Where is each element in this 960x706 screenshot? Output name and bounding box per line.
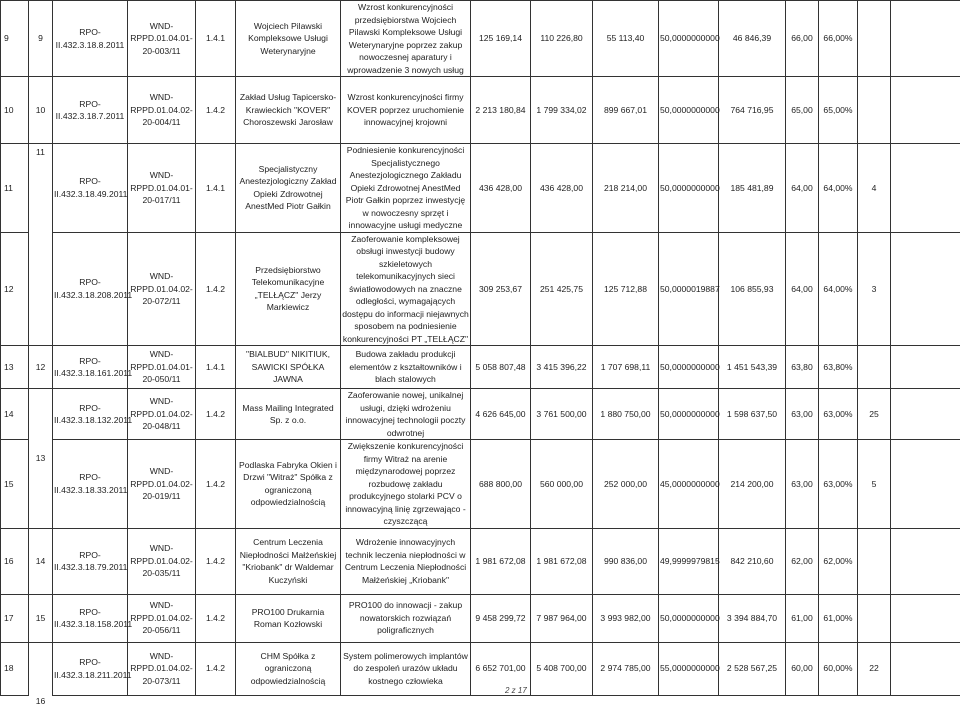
rpo-number: RPO-II.432.3.18.33.2011 [53, 440, 128, 529]
wnd-number: WND-RPPD.01.04.02-20-019/11 [128, 440, 196, 529]
measure: 1.4.2 [196, 642, 236, 695]
group-number-text: 16 [36, 696, 46, 706]
jobs-created: 22 [858, 642, 891, 695]
table-row [1, 346, 960, 389]
note [891, 440, 960, 529]
total-value: 125 169,14 [471, 1, 531, 77]
grant-percent: 50,0000000000 [659, 1, 719, 77]
project-title: Zaoferowanie nowej, unikalnej usługi, dzięki wdrożeniu innowacyjnej technologii poczty odwrotnej [341, 389, 471, 440]
wnd-number: WND-RPPD.01.04.02-20-072/11 [128, 232, 196, 346]
score: 61,00 [786, 594, 819, 642]
total-value: 6 652 701,00 [471, 642, 531, 695]
group-number [29, 594, 53, 642]
jobs-created [858, 1, 891, 77]
efrr-amount: 764 716,95 [719, 77, 786, 144]
score: 66,00 [786, 1, 819, 77]
score-percent: 61,00% [819, 594, 858, 642]
score-percent: 62,00% [819, 528, 858, 594]
jobs-created: 4 [858, 144, 891, 233]
measure: 1.4.1 [196, 144, 236, 233]
project-title: Zwiększenie konkurencyjności firmy Witraż na arenie międzynarodowej poprzez rozbudowę zakładu produkcyjnego stolarki PCV o innowacyjną linię zgrzewająco - czyszczącą [341, 440, 471, 529]
score-percent: 64,00% [819, 144, 858, 233]
table-row [1, 440, 960, 529]
eligible-costs: 1 981 672,08 [531, 528, 593, 594]
grant-percent: 50,0000000000 [659, 144, 719, 233]
score: 63,80 [786, 346, 819, 389]
table-row [1, 389, 960, 440]
note [891, 1, 960, 77]
project-title: Zaoferowanie kompleksowej obsługi inwestycji budowy szkieletowych telekomunikacyjnych sieci światłowodowych na znaczne odległości, wymagających dostępu do informacji niejawnych sposobem na podniesienie konkurencyjności PT „TELŁĄCZ" [341, 232, 471, 346]
project-title: Wzrost konkurencyjności firmy KOVER poprzez uruchomienie innowacyjnej krojowni [341, 77, 471, 144]
group-number-text: 13 [36, 453, 46, 463]
efrr-amount: 1 451 543,39 [719, 346, 786, 389]
wnd-number: WND-RPPD.01.04.02-20-073/11 [128, 642, 196, 695]
jobs-created [858, 346, 891, 389]
grant-percent: 50,0000000000 [659, 389, 719, 440]
score-percent: 66,00% [819, 1, 858, 77]
note [891, 389, 960, 440]
applicant-name: Specjalistyczny Anestezjologiczny Zakład Opieki Zdrowotnej AnestMed Piotr Gałkin [236, 144, 341, 233]
eligible-costs: 251 425,75 [531, 232, 593, 346]
score-percent: 60,00% [819, 642, 858, 695]
note [891, 346, 960, 389]
table-row [1, 1, 960, 77]
grant-amount: 1 707 698,11 [593, 346, 659, 389]
rpo-number: RPO-II.432.3.18.158.2011 [53, 594, 128, 642]
page-number: 2 z 17 [505, 686, 527, 695]
grant-amount: 2 974 785,00 [593, 642, 659, 695]
group-number [29, 389, 53, 529]
table-row [1, 642, 960, 695]
grant-amount: 55 113,40 [593, 1, 659, 77]
jobs-created: 3 [858, 232, 891, 346]
wnd-number: WND-RPPD.01.04.02-20-035/11 [128, 528, 196, 594]
efrr-amount: 2 528 567,25 [719, 642, 786, 695]
grant-percent: 50,0000019887 [659, 232, 719, 346]
jobs-created: 5 [858, 440, 891, 529]
applicant-name: Przedsiębiorstwo Telekomunikacyjne „TELŁĄCZ" Jerzy Markiewicz [236, 232, 341, 346]
score-percent: 63,00% [819, 389, 858, 440]
group-number [29, 144, 53, 346]
group-number-text: 11 [36, 147, 45, 157]
group-number [29, 346, 53, 389]
row-number: 10 [1, 77, 29, 144]
total-value: 1 981 672,08 [471, 528, 531, 594]
group-number [29, 528, 53, 594]
row-number: 13 [1, 346, 29, 389]
note [891, 594, 960, 642]
eligible-costs: 560 000,00 [531, 440, 593, 529]
total-value: 9 458 299,72 [471, 594, 531, 642]
total-value: 436 428,00 [471, 144, 531, 233]
rpo-number: RPO-II.432.3.18.161.2011 [53, 346, 128, 389]
grant-percent: 50,0000000000 [659, 77, 719, 144]
project-title: PRO100 do innowacji - zakup nowatorskich rozwiązań poligraficznych [341, 594, 471, 642]
total-value: 309 253,67 [471, 232, 531, 346]
table-row [1, 594, 960, 642]
applicant-name: Centrum Leczenia Niepłodności Małżeńskiej "Kriobank" dr Waldemar Kuczyński [236, 528, 341, 594]
grant-amount: 252 000,00 [593, 440, 659, 529]
efrr-amount: 214 200,00 [719, 440, 786, 529]
score: 63,00 [786, 440, 819, 529]
rpo-number: RPO-II.432.3.18.132.2011 [53, 389, 128, 440]
group-number-text: 15 [36, 613, 46, 623]
row-number: 14 [1, 389, 29, 440]
group-number [29, 77, 53, 144]
row-number: 9 [1, 1, 29, 77]
wnd-number: WND-RPPD.01.04.02-20-048/11 [128, 389, 196, 440]
efrr-amount: 3 394 884,70 [719, 594, 786, 642]
rpo-number: RPO-II.432.3.18.8.2011 [53, 1, 128, 77]
project-title: Wzrost konkurencyjności przedsiębiorstwa Wojciech Pilawski Kompleksowe Usługi Weterynaryjne poprzez zakup nowoczesnej aparatury i wprowadzenie 3 nowych usług [341, 1, 471, 77]
group-number [29, 642, 53, 695]
efrr-amount: 185 481,89 [719, 144, 786, 233]
jobs-created [858, 77, 891, 144]
score: 65,00 [786, 77, 819, 144]
row-number: 11 [1, 144, 29, 233]
note [891, 144, 960, 233]
eligible-costs: 110 226,80 [531, 1, 593, 77]
group-number-text: 14 [36, 556, 46, 566]
applicant-name: CHM Spółka z ograniczoną odpowiedzialnością [236, 642, 341, 695]
score-percent: 65,00% [819, 77, 858, 144]
project-title: System polimerowych implantów do zespoleń urazów układu kostnego człowieka [341, 642, 471, 695]
applicant-name: "BIALBUD" NIKITIUK, SAWICKI SPÓŁKA JAWNA [236, 346, 341, 389]
row-number: 16 [1, 528, 29, 594]
grant-percent: 49,9999979815 [659, 528, 719, 594]
grant-amount: 3 993 982,00 [593, 594, 659, 642]
measure: 1.4.2 [196, 389, 236, 440]
group-number [29, 1, 53, 77]
eligible-costs: 5 408 700,00 [531, 642, 593, 695]
note [891, 528, 960, 594]
measure: 1.4.1 [196, 346, 236, 389]
total-value: 4 626 645,00 [471, 389, 531, 440]
grant-percent: 50,0000000000 [659, 594, 719, 642]
grant-amount: 1 880 750,00 [593, 389, 659, 440]
jobs-created: 25 [858, 389, 891, 440]
grant-percent: 45,0000000000 [659, 440, 719, 529]
score-percent: 63,80% [819, 346, 858, 389]
score: 64,00 [786, 232, 819, 346]
jobs-created [858, 594, 891, 642]
rpo-number: RPO-II.432.3.18.79.2011 [53, 528, 128, 594]
applicant-name: Mass Mailing Integrated Sp. z o.o. [236, 389, 341, 440]
note [891, 642, 960, 695]
score: 60,00 [786, 642, 819, 695]
eligible-costs: 436 428,00 [531, 144, 593, 233]
note [891, 77, 960, 144]
table-row [1, 528, 960, 594]
applicant-name: Podlaska Fabryka Okien i Drzwi "Witraż" Spółka z ograniczoną odpowiedzialnością [236, 440, 341, 529]
wnd-number: WND-RPPD.01.04.01-20-050/11 [128, 346, 196, 389]
table-row [1, 232, 960, 346]
wnd-number: WND-RPPD.01.04.01-20-017/11 [128, 144, 196, 233]
grant-amount: 125 712,88 [593, 232, 659, 346]
group-number-text: 12 [36, 362, 46, 372]
grant-amount: 990 836,00 [593, 528, 659, 594]
project-title: Budowa zakładu produkcji elementów z kształtowników i blach stalowych [341, 346, 471, 389]
measure: 1.4.2 [196, 77, 236, 144]
score: 64,00 [786, 144, 819, 233]
group-number-text: 9 [38, 33, 43, 43]
measure: 1.4.2 [196, 232, 236, 346]
efrr-amount: 1 598 637,50 [719, 389, 786, 440]
total-value: 5 058 807,48 [471, 346, 531, 389]
note [891, 232, 960, 346]
applicant-name: Wojciech Pilawski Kompleksowe Usługi Weterynaryjne [236, 1, 341, 77]
wnd-number: WND-RPPD.01.04.02-20-004/11 [128, 77, 196, 144]
efrr-amount: 46 846,39 [719, 1, 786, 77]
group-number-text: 10 [36, 105, 46, 115]
total-value: 688 800,00 [471, 440, 531, 529]
row-number: 12 [1, 232, 29, 346]
table-row [1, 77, 960, 144]
grant-amount: 899 667,01 [593, 77, 659, 144]
efrr-amount: 842 210,60 [719, 528, 786, 594]
eligible-costs: 1 799 334,02 [531, 77, 593, 144]
applicant-name: Zakład Usług Tapicersko-Krawieckich "KOVER" Choroszewski Jarosław [236, 77, 341, 144]
row-number: 18 [1, 642, 29, 695]
eligible-costs: 7 987 964,00 [531, 594, 593, 642]
score: 62,00 [786, 528, 819, 594]
grant-percent: 55,0000000000 [659, 642, 719, 695]
measure: 1.4.1 [196, 1, 236, 77]
wnd-number: WND-RPPD.01.04.02-20-056/11 [128, 594, 196, 642]
total-value: 2 213 180,84 [471, 77, 531, 144]
project-title: Wdrożenie innowacyjnych technik leczenia niepłodności w Centrum Leczenia Niepłodności Małżeńskiej „Kriobank" [341, 528, 471, 594]
grant-amount: 218 214,00 [593, 144, 659, 233]
table-row [1, 144, 960, 233]
measure: 1.4.2 [196, 440, 236, 529]
rpo-number: RPO-II.432.3.18.49.2011 [53, 144, 128, 233]
rpo-number: RPO-II.432.3.18.208.2011 [53, 232, 128, 346]
measure: 1.4.2 [196, 528, 236, 594]
row-number: 15 [1, 440, 29, 529]
score-percent: 63,00% [819, 440, 858, 529]
grant-percent: 50,0000000000 [659, 346, 719, 389]
score: 63,00 [786, 389, 819, 440]
row-number: 17 [1, 594, 29, 642]
rpo-number: RPO-II.432.3.18.7.2011 [53, 77, 128, 144]
measure: 1.4.2 [196, 594, 236, 642]
jobs-created [858, 528, 891, 594]
efrr-amount: 106 855,93 [719, 232, 786, 346]
applicant-name: PRO100 Drukarnia Roman Kozłowski [236, 594, 341, 642]
score-percent: 64,00% [819, 232, 858, 346]
wnd-number: WND-RPPD.01.04.01-20-003/11 [128, 1, 196, 77]
rpo-number: RPO-II.432.3.18.211.2011 [53, 642, 128, 695]
eligible-costs: 3 761 500,00 [531, 389, 593, 440]
eligible-costs: 3 415 396,22 [531, 346, 593, 389]
project-title: Podniesienie konkurencyjności Specjalistycznego Anestezjologicznego Zakładu Opieki Zdrowotnej AnestMed Piotr Gałkin poprzez inwestycję w nowoczesny sprzęt i innowacyjne usługi medyczne [341, 144, 471, 233]
